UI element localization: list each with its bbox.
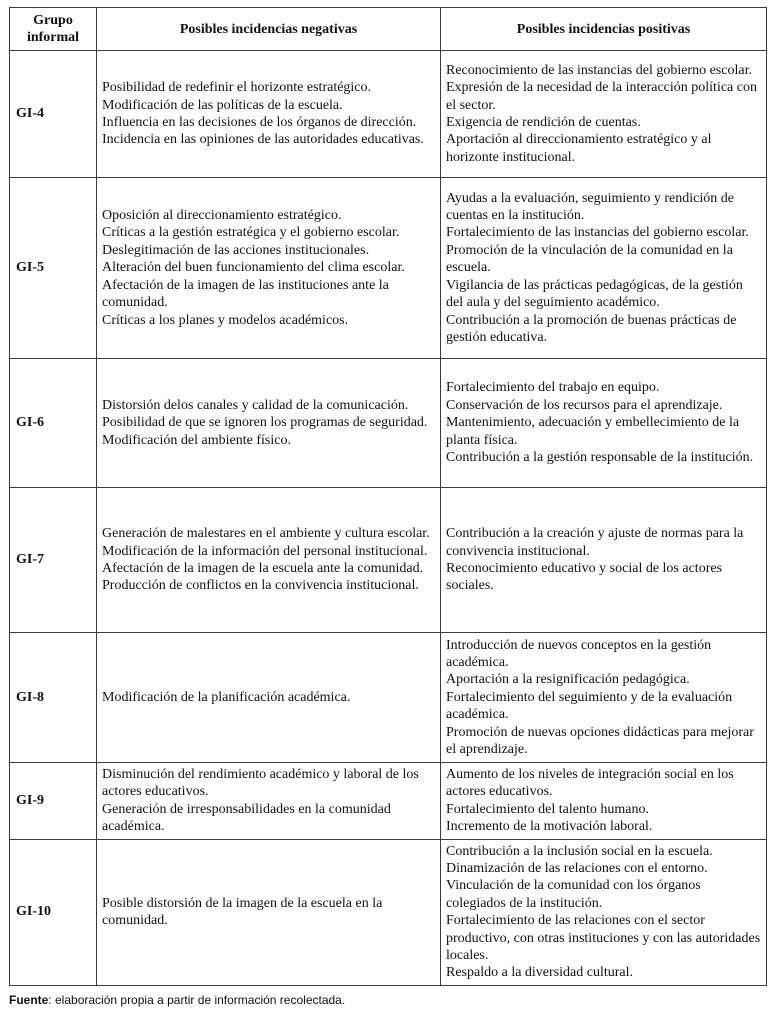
negative-cell <box>97 488 441 633</box>
negative-item: Modificación de la planificación académica. <box>102 689 351 705</box>
header-negative: Posibles incidencias negativas <box>97 8 441 51</box>
positive-item: Aumento de los niveles de integración social en los actores educativos. <box>446 767 734 800</box>
group-cell: GI-7 <box>10 488 97 633</box>
positive-item: Reconocimiento de las instancias del gobierno escolar. <box>446 62 752 78</box>
negative-item: Modificación de las políticas de la escuela. <box>102 97 343 113</box>
group-cell: GI-8 <box>10 633 97 763</box>
positive-item: Respaldo a la diversidad cultural. <box>446 965 633 981</box>
negative-item: Alteración del buen funcionamiento del clima escolar. <box>102 260 405 276</box>
positive-cell <box>441 178 767 359</box>
table-row <box>10 178 767 359</box>
positive-item: Contribución a la promoción de buenas prácticas de gestión educativa. <box>446 312 737 345</box>
negative-item: Posibilidad de que se ignoren los programas de seguridad. <box>102 415 428 431</box>
positive-item: Contribución a la gestión responsable de la institución. <box>446 450 754 466</box>
positive-item: Vigilancia de las prácticas pedagógicas, de la gestión del aula y del seguimiento académico. <box>446 277 743 311</box>
positive-cell <box>441 51 767 178</box>
positive-cell <box>441 839 767 985</box>
positive-item: Promoción de nuevas opciones didácticas para mejorar el aprendizaje. <box>446 724 754 758</box>
table-row <box>10 359 767 488</box>
table-body <box>10 51 767 986</box>
negative-item: Deslegitimación de las acciones institucionales. <box>102 242 370 258</box>
positive-item: Fortalecimiento de las instancias del gobierno escolar. <box>446 225 749 241</box>
positive-item: Promoción de la vinculación de la comunidad en la escuela. <box>446 242 733 276</box>
negative-cell <box>97 839 441 985</box>
positive-item: Reconocimiento educativo y social de los actores sociales. <box>446 561 723 594</box>
header-positive: Posibles incidencias positivas <box>441 8 767 51</box>
positive-item: Fortalecimiento del seguimiento y de la evaluación académica. <box>446 689 733 723</box>
source-label: Fuente <box>9 993 49 1007</box>
positive-cell <box>441 488 767 633</box>
negative-item: Distorsión delos canales y calidad de la comunicación. <box>102 397 409 413</box>
negative-item: Críticas a los planes y modelos académicos. <box>102 312 349 328</box>
positive-item: Vinculación de la comunidad con los órganos colegiados de la institución. <box>446 878 701 911</box>
table-row <box>10 488 767 633</box>
negative-item: Afectación de la imagen de las instituciones ante la comunidad. <box>102 277 389 311</box>
table-row <box>10 51 767 178</box>
positive-cell <box>441 633 767 763</box>
negative-cell <box>97 763 441 840</box>
group-cell: GI-10 <box>10 839 97 985</box>
positive-item: Mantenimiento, adecuación y embellecimiento de la planta física. <box>446 415 740 448</box>
positive-item: Exigencia de rendición de cuentas. <box>446 115 641 130</box>
incidence-table <box>9 7 767 986</box>
positive-item: Contribución a la inclusión social en la escuela. <box>446 843 713 859</box>
positive-cell <box>441 763 767 840</box>
group-cell: GI-6 <box>10 359 97 488</box>
negative-cell <box>97 178 441 359</box>
negative-item: Afectación de la imagen de la escuela ante la comunidad. <box>102 561 424 576</box>
negative-item: Modificación de la información del personal institucional. <box>102 543 428 559</box>
positive-item: Aportación a la resignificación pedagógica. <box>446 672 690 688</box>
group-cell: GI-4 <box>10 51 97 178</box>
positive-item: Fortalecimiento del trabajo en equipo. <box>446 380 660 396</box>
negative-item: Generación de malestares en el ambiente y cultura escolar. <box>102 526 430 542</box>
positive-item: Fortalecimiento de las relaciones con el sector productivo, con otras instituciones y con las autoridades locales. <box>446 913 761 964</box>
positive-item: Fortalecimiento del talento humano. <box>446 801 649 817</box>
negative-item: Oposición al direccionamiento estratégico. <box>102 208 342 224</box>
negative-item: Generación de irresponsabilidades en la comunidad académica. <box>102 801 391 835</box>
positive-cell <box>441 359 767 488</box>
positive-item: Incremento de la motivación laboral. <box>446 819 653 835</box>
negative-item: Influencia en las decisiones de los órganos de dirección. <box>102 115 417 130</box>
negative-cell <box>97 359 441 488</box>
source-note <box>9 993 345 1007</box>
group-cell: GI-5 <box>10 178 97 359</box>
negative-item: Críticas a la gestión estratégica y el gobierno escolar. <box>102 225 400 241</box>
negative-cell <box>97 633 441 763</box>
negative-item: Modificación del ambiente físico. <box>102 432 291 448</box>
negative-item: Disminución del rendimiento académico y laboral de los actores educativos. <box>102 767 419 800</box>
positive-item: Contribución a la creación y ajuste de normas para la convivencia institucional. <box>446 526 744 559</box>
table-row <box>10 839 767 985</box>
table-row <box>10 633 767 763</box>
negative-item: Incidencia en las opiniones de las autoridades educativas. <box>102 132 424 148</box>
header-row <box>10 8 767 51</box>
positive-item: Introducción de nuevos conceptos en la gestión académica. <box>446 637 712 670</box>
positive-item: Expresión de la necesidad de la interacción política con el sector. <box>446 80 757 113</box>
negative-item: Producción de conflictos en la convivencia institucional. <box>102 578 419 594</box>
negative-item: Posible distorsión de la imagen de la escuela en la comunidad. <box>102 895 383 929</box>
negative-item: Posibilidad de redefinir el horizonte estratégico. <box>102 80 372 96</box>
positive-item: Conservación de los recursos para el aprendizaje. <box>446 397 723 413</box>
positive-item: Ayudas a la evaluación, seguimiento y rendición de cuentas en la institución. <box>446 190 734 224</box>
table-row <box>10 763 767 840</box>
negative-cell <box>97 51 441 178</box>
positive-item: Aportación al direccionamiento estratégico y al horizonte institucional. <box>446 132 712 165</box>
group-cell: GI-9 <box>10 763 97 840</box>
source-text: : elaboración propia a partir de información recolectada. <box>48 993 346 1007</box>
header-group: Grupo informal <box>10 8 97 51</box>
positive-item: Dinamización de las relaciones con el entorno. <box>446 861 708 877</box>
